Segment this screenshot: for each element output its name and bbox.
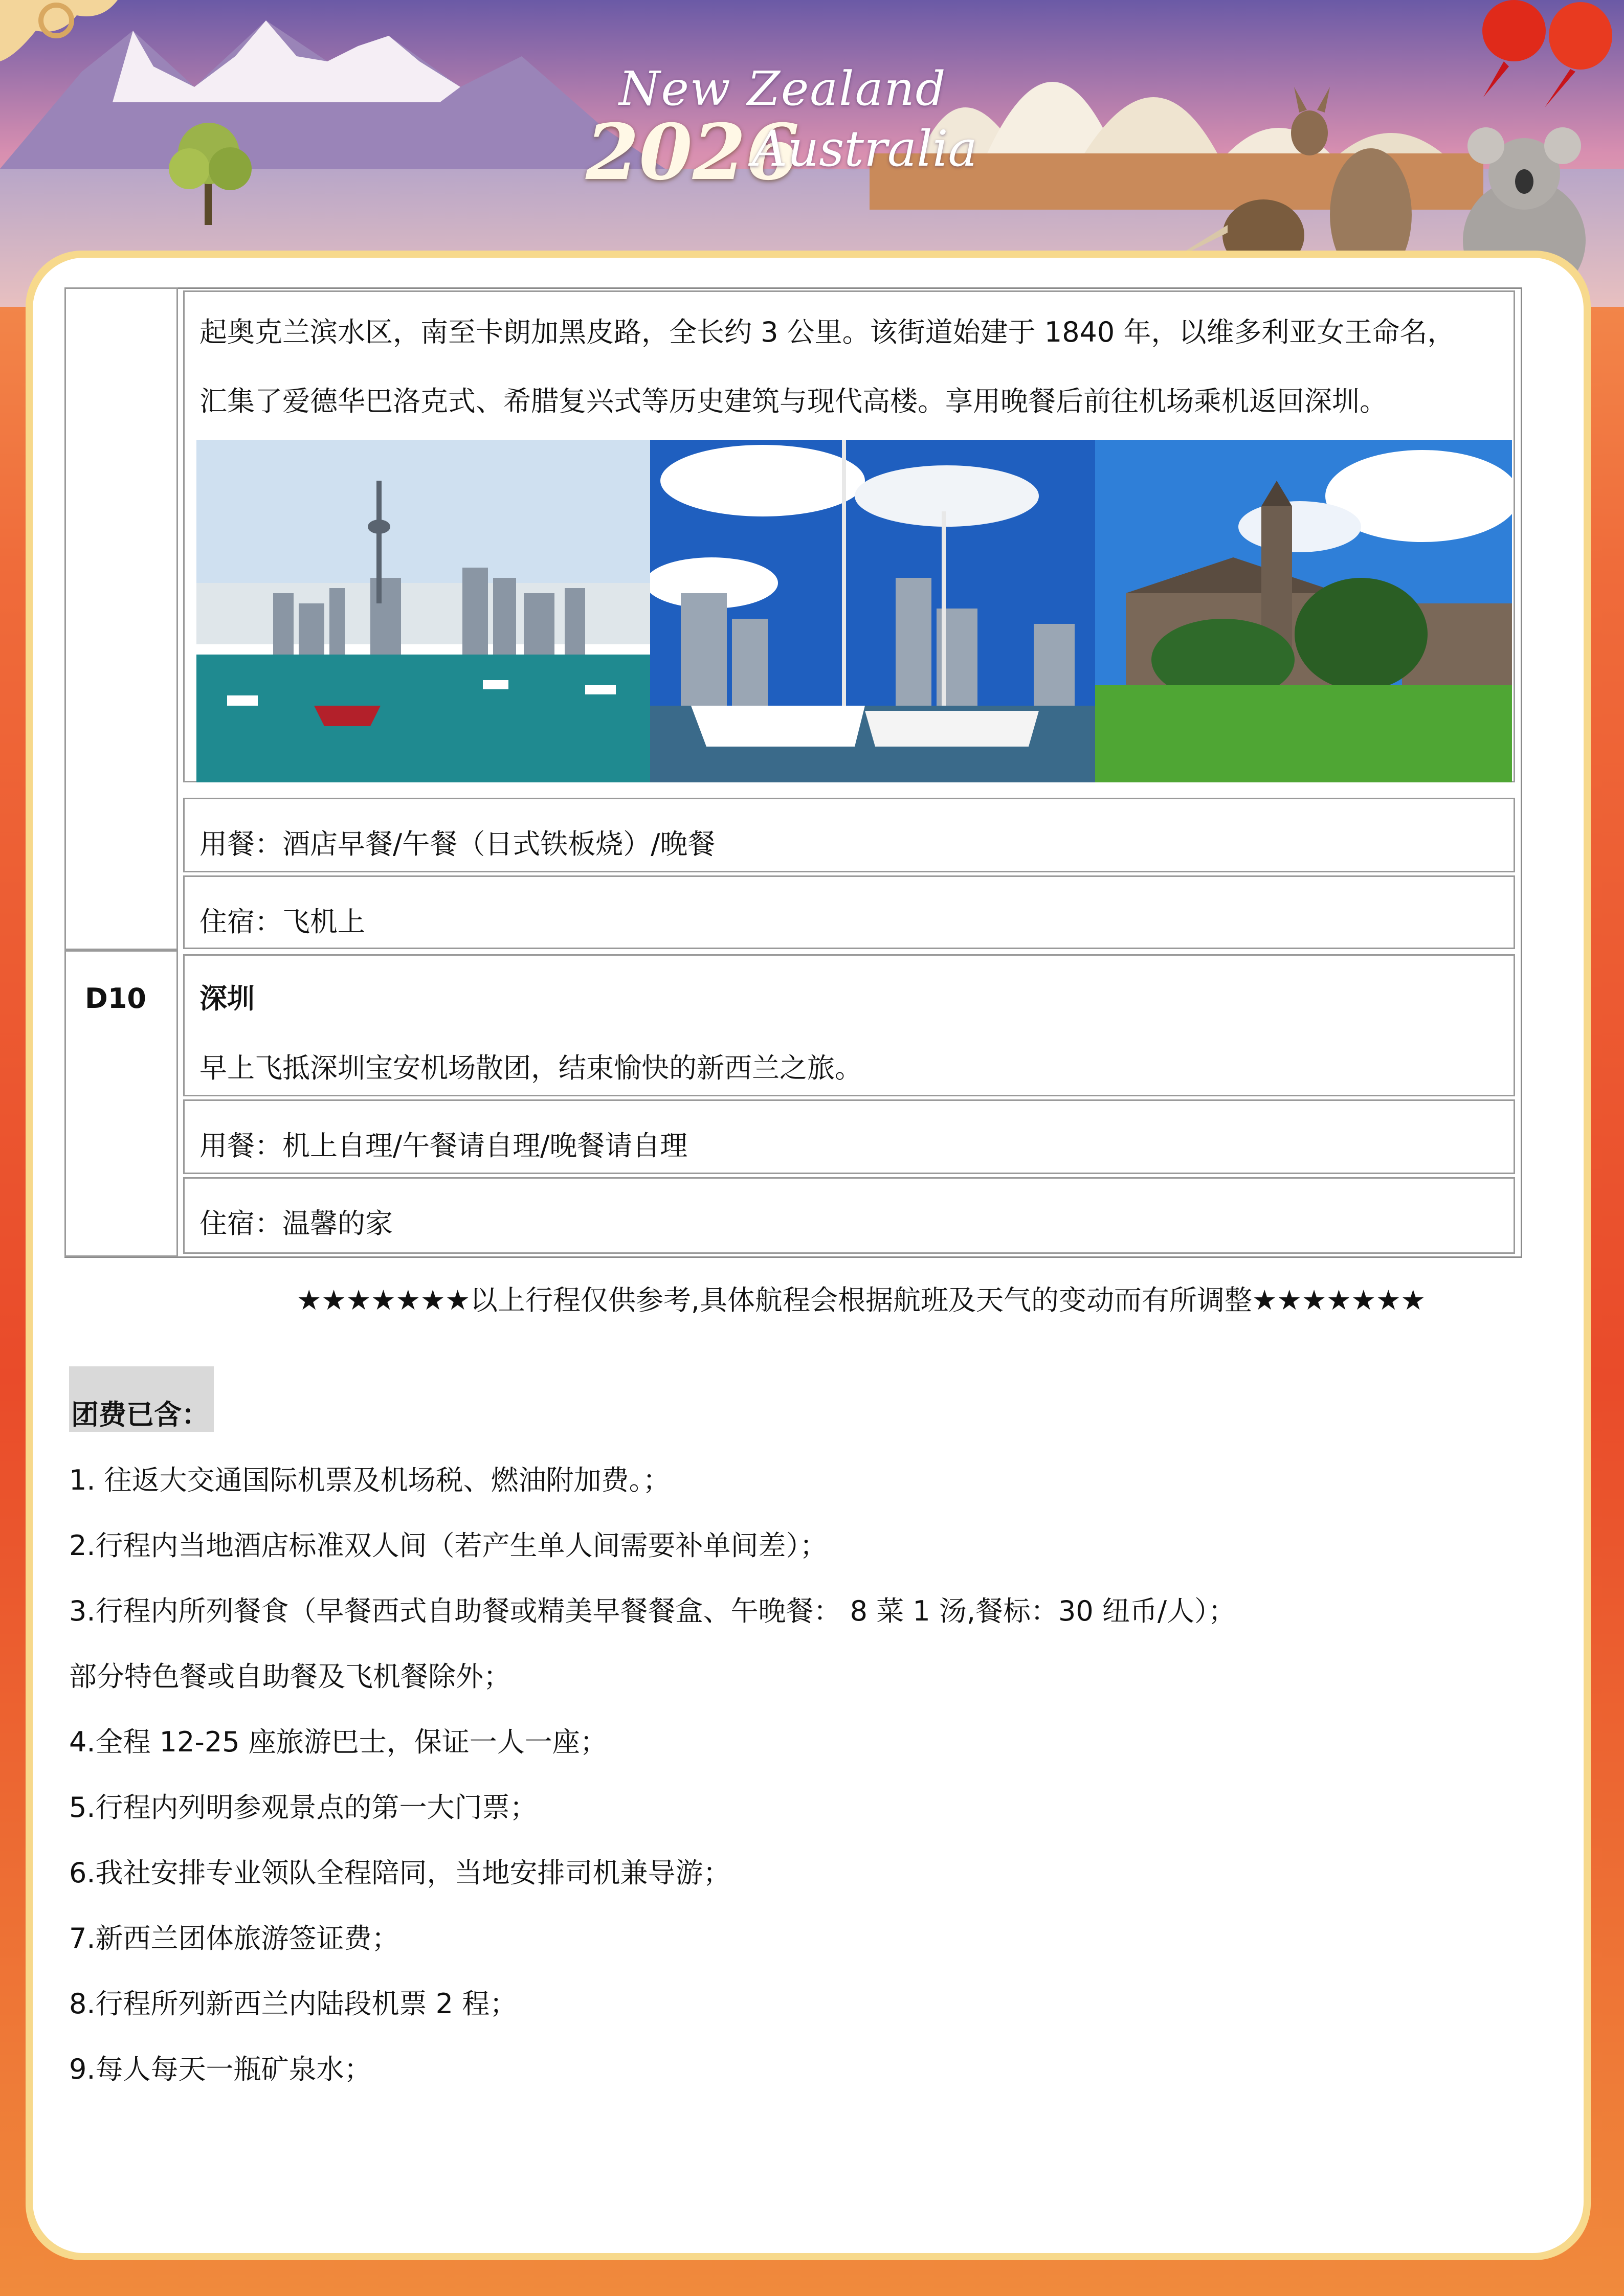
fee-item: 9.每人每天一瓶矿泉水； [69, 2053, 372, 2085]
fees-included-heading: 团费已含： [71, 1399, 209, 1431]
day9-description-line1: 起奥克兰滨水区，南至卡朗加黑皮路，全长约 3 公里。该街道始建于 1840 年，以维多利亚女王命名， [199, 316, 1455, 348]
fee-item: 6.我社安排专业领队全程陪同，当地安排司机兼导游； [69, 1857, 731, 1889]
day9-lodging-cell [183, 875, 1515, 949]
fee-item: 1. 往返大交通国际机票及机场税、燃油附加费。； [69, 1464, 671, 1496]
day-column-cell-d9 [64, 287, 178, 950]
banner-title-year: 2026 [586, 107, 799, 197]
university-building-photo [1095, 440, 1512, 782]
fee-item: 7.新西兰团体旅游签证费； [69, 1922, 399, 1954]
day10-lodging: 住宿：温馨的家 [199, 1207, 393, 1240]
banner-title-line1: New Zealand [619, 61, 947, 116]
fee-item: 5.行程内列明参观景点的第一大门票； [69, 1791, 538, 1824]
fee-item: 部分特色餐或自助餐及飞机餐除外； [69, 1660, 511, 1693]
fee-item: 4.全程 12-25 座旅游巴士，保证一人一座； [69, 1726, 608, 1758]
day9-description-line2: 汇集了爱德华巴洛克式、希腊复兴式等历史建筑与现代高楼。享用晚餐后前往机场乘机返回深圳。 [199, 385, 1387, 417]
day9-meals: 用餐：酒店早餐/午餐（日式铁板烧）/晚餐 [199, 828, 716, 860]
fee-item: 2.行程内当地酒店标准双人间（若产生单人间需要补单间差）； [69, 1529, 828, 1562]
auckland-skyline-photo [196, 440, 650, 782]
day10-city: 深圳 [199, 982, 255, 1015]
fee-item: 8.行程所列新西兰内陆段机票 2 程； [69, 1988, 518, 2020]
itinerary-disclaimer: ★★★★★★★以上行程仅供参考,具体航程会根据航班及天气的变动而有所调整★★★★★★★ [297, 1284, 1426, 1316]
fee-item: 3.行程内所列餐食（早餐西式自助餐或精美早餐餐盒、午晚餐： 8 菜 1 汤,餐标：30 纽币/人）； [69, 1595, 1236, 1627]
fees-included-heading-box [69, 1366, 214, 1432]
day10-label: D10 [85, 982, 146, 1015]
day9-lodging: 住宿：飞机上 [199, 906, 365, 938]
day10-description: 早上飞抵深圳宝安机场散团，结束愉快的新西兰之旅。 [199, 1052, 862, 1084]
banner-title-line2: Australia [752, 120, 977, 177]
marina-yachts-photo [650, 440, 1095, 782]
day10-meals: 用餐：机上自理/午餐请自理/晚餐请自理 [199, 1130, 688, 1162]
